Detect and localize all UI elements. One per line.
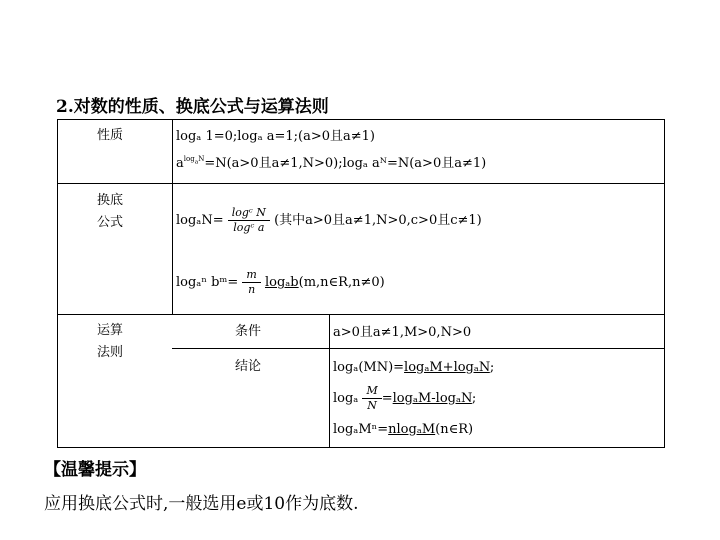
label-conclusion: 结论 [235,359,262,374]
properties-line1: logₐ 1=0;logₐ a=1;(a>0且a≠1) [176,129,375,144]
column-divider [172,120,173,314]
properties-line2: $a^{log_aN}=N(a>0$且a≠1,N>0);logₐ aᴺ=N(a>0且a≠1) [176,155,487,171]
power-base-formula: logₐⁿ bᵐ= $\frac{m}{n}$ logₐb(m,n∈R,n≠0) [176,268,385,296]
conclusion-power: logₐMⁿ=nlogₐM(n∈R) [333,422,474,437]
properties-table [57,119,665,448]
row-divider [172,348,664,349]
row-divider [58,183,664,184]
label-condition: 条件 [235,324,262,339]
section-title: 2.对数的性质、换底公式与运算法则 [56,97,329,117]
conclusion-quotient: logₐ $\frac{M}{N}$ =logₐM-logₐN; [333,384,477,412]
conclusion-product: logₐ(MN)=logₐM+logₐN; [333,360,495,375]
condition-value: a>0且a≠1,M>0,N>0 [333,325,472,340]
label-rules: 运算 法则 [97,323,124,360]
change-base-fraction: $\frac{\text{logᶜ N}}{\text{logᶜ a}}$ [228,206,270,235]
quotient-fraction: $\frac{M}{N}$ [362,384,381,413]
power-fraction: $\frac{m}{n}$ [242,268,260,297]
label-properties: 性质 [97,128,124,143]
column-divider [329,314,330,448]
tip-text: 应用换底公式时,一般选用e或10作为底数. [44,494,359,514]
tip-heading: 【温馨提示】 [44,460,146,480]
row-divider [58,314,664,315]
label-change-base: 换底 公式 [97,193,124,230]
change-base-formula: logₐN= $\frac{\text{logᶜ N}}{\text{logᶜ a}}$ (其中a>0且a≠1,N>0,c>0且c≠1) [176,206,482,234]
